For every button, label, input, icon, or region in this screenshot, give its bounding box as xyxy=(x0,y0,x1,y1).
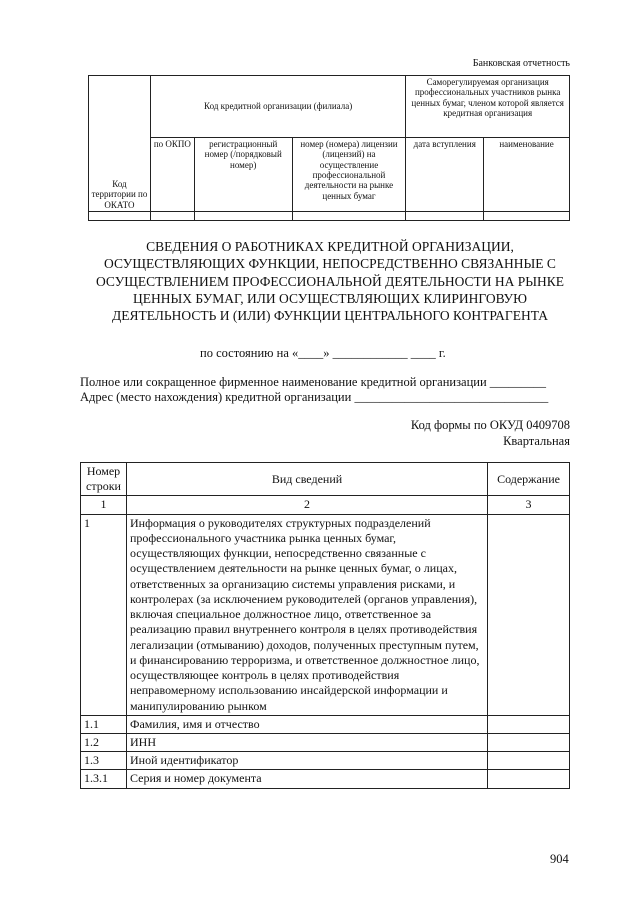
row-value-cell[interactable] xyxy=(488,715,570,733)
header-org-code-group: Код кредитной организации (филиала) xyxy=(150,76,405,138)
table-row xyxy=(81,514,570,715)
row-description: Информация о руководителях структурных подразделений профессионального участника рынка ценных бумаг, осуществляющих функции, непосредственно связанные с осуществлением деятельности на рынке ценных бумаг, о лицах, ответственных за организацию системы управления рисками, и контролерах (за исключением руководителей (органов управления), включая специальное должностное лицо, ответственное за реализацию правил внутреннего контроля в целях противодействия легализации (отмыванию) доходов, полученных преступным путем, и финансированию терроризма, и ответственное должностное лицо, осуществляющее контроль в целях противодействия неправомерному использованию инсайдерской информации и манипулированию рынком xyxy=(126,514,487,715)
col-header-row-number: Номер строки xyxy=(81,463,127,496)
org-codes-table xyxy=(88,75,570,221)
report-type-label: Банковская отчетность xyxy=(472,58,570,69)
table-row xyxy=(81,733,570,751)
col-header-info-type: Вид сведений xyxy=(126,463,487,496)
row-number: 1.3.1 xyxy=(81,770,127,788)
document-title: СВЕДЕНИЯ О РАБОТНИКАХ КРЕДИТНОЙ ОРГАНИЗАЦИИ, ОСУЩЕСТВЛЯЮЩИХ ФУНКЦИИ, НЕПОСРЕДСТВЕННО СВЯЗАННЫЕ С ОСУЩЕСТВЛЕНИЕМ ПРОФЕССИОНАЛЬНОЙ ДЕЯТЕЛЬНОСТИ НА РЫНКЕ ЦЕННЫХ БУМАГ, ИЛИ ОСУЩЕСТВЛЯЮЩИХ КЛИРИНГОВУЮ ДЕЯТЕЛЬНОСТЬ И (ИЛИ) ФУНКЦИИ ЦЕНТРАЛЬНОГО КОНТРАГЕНТА xyxy=(95,239,565,324)
table-row xyxy=(81,770,570,788)
periodicity: Квартальная xyxy=(503,434,570,448)
address-line: Адрес (место нахождения) кредитной организации _______________________________ xyxy=(80,390,549,404)
col-number: 2 xyxy=(126,496,487,514)
row-description: ИНН xyxy=(126,733,487,751)
main-table xyxy=(80,462,570,789)
row-number: 1.1 xyxy=(81,715,127,733)
row-value-cell[interactable] xyxy=(488,752,570,770)
col-header-content: Содержание xyxy=(488,463,570,496)
as-of-date-line: по состоянию на «____» ____________ ____ г. xyxy=(200,346,446,360)
row-description: Фамилия, имя и отчество xyxy=(126,715,487,733)
form-code: Код формы по ОКУД 0409708 xyxy=(410,418,570,432)
page-number: 904 xyxy=(550,852,569,866)
row-description: Иной идентификатор xyxy=(126,752,487,770)
header-sro-group: Саморегулируемая организация профессиональных участников рынка ценных бумаг, членом которой является кредитная организация xyxy=(406,76,570,138)
header-okpo: по ОКПО xyxy=(150,138,194,212)
row-value-cell[interactable] xyxy=(488,514,570,715)
table-column-numbers-row xyxy=(81,496,570,514)
col-number: 1 xyxy=(81,496,127,514)
table-row-empty xyxy=(89,212,570,221)
row-value-cell[interactable] xyxy=(488,733,570,751)
row-number: 1 xyxy=(81,514,127,715)
header-okato: Код территории по ОКАТО xyxy=(89,76,151,212)
row-value-cell[interactable] xyxy=(488,770,570,788)
col-number: 3 xyxy=(488,496,570,514)
row-number: 1.2 xyxy=(81,733,127,751)
table-row xyxy=(81,752,570,770)
table-header-row xyxy=(81,463,570,496)
row-description: Серия и номер документа xyxy=(126,770,487,788)
header-join-date: дата вступления xyxy=(406,138,484,212)
org-name-line: Полное или сокращенное фирменное наименование кредитной организации _________ xyxy=(80,375,547,389)
header-sro-name: наименование xyxy=(484,138,570,212)
header-reg-number: регистрационный номер (/порядковый номер) xyxy=(194,138,292,212)
table-row xyxy=(81,715,570,733)
row-number: 1.3 xyxy=(81,752,127,770)
header-license: номер (номера) лицензии (лицензий) на осуществление профессиональной деятельности на рынке ценных бумаг xyxy=(292,138,406,212)
